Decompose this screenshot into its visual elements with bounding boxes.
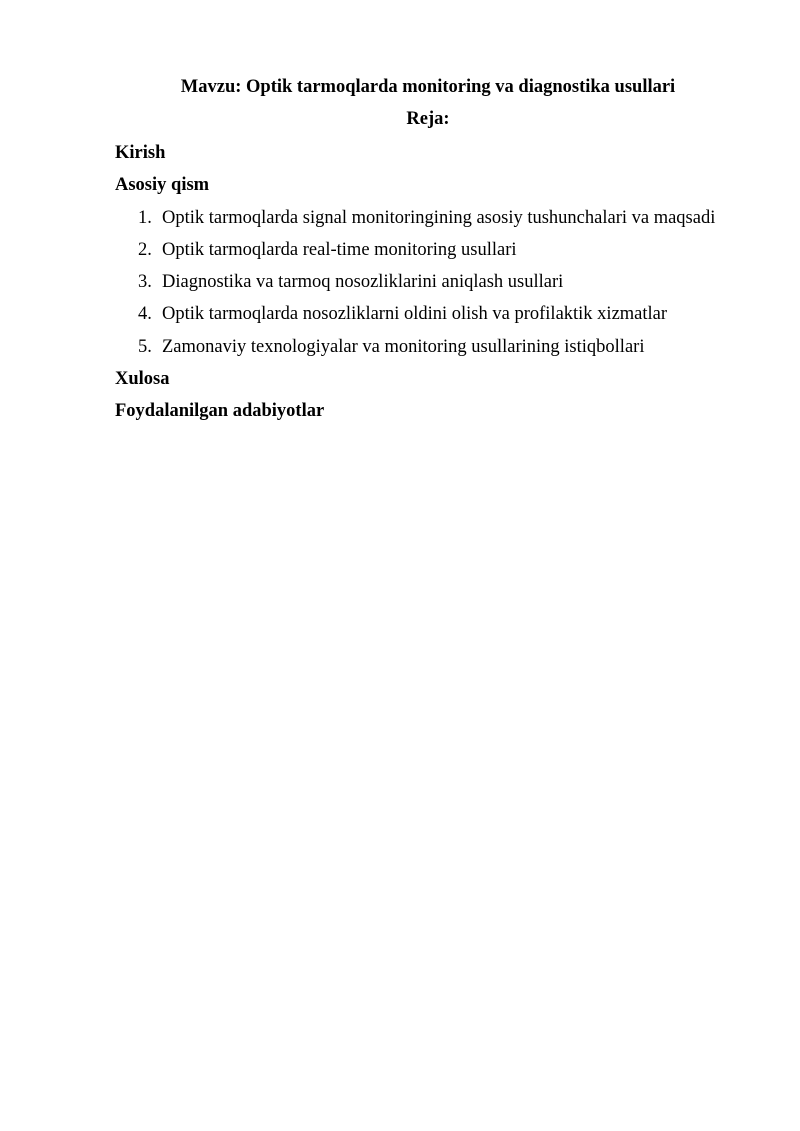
list-item — [138, 303, 667, 325]
list-item-text: Optik tarmoqlarda real-time monitoring usullari — [162, 240, 517, 260]
list-item-number: 5. — [138, 337, 152, 357]
list-item-number: 1. — [138, 208, 152, 228]
section-conclusion: Xulosa — [115, 369, 170, 389]
section-references: Foydalanilgan adabiyotlar — [115, 401, 325, 421]
list-item-number: 2. — [138, 240, 152, 260]
list-item-text: Zamonaviy texnologiyalar va monitoring usullarining istiqbollari — [162, 337, 645, 357]
list-item — [138, 336, 644, 358]
plan-heading: Reja: — [406, 109, 450, 129]
list-item-text: Optik tarmoqlarda nosozliklarni oldini olish va profilaktik xizmatlar — [162, 304, 668, 324]
list-item — [138, 207, 715, 229]
document-title: Mavzu: Optik tarmoqlarda monitoring va diagnostika usullari — [180, 77, 676, 97]
list-item-number: 3. — [138, 272, 152, 292]
list-item — [138, 239, 517, 261]
list-item-text: Optik tarmoqlarda signal monitoringining asosiy tushunchalari va maqsadi — [162, 208, 716, 228]
section-main-part: Asosiy qism — [115, 175, 210, 195]
list-item — [138, 271, 563, 293]
list-item-number: 4. — [138, 304, 152, 324]
list-item-text: Diagnostika va tarmoq nosozliklarini aniqlash usullari — [162, 272, 564, 292]
section-intro: Kirish — [115, 143, 166, 163]
